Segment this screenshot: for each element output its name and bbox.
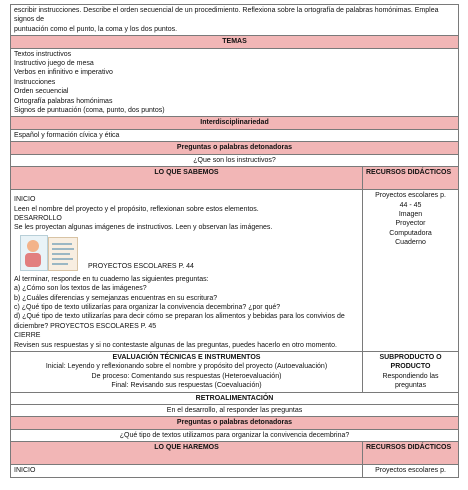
- recurso-item: Proyector: [395, 220, 426, 228]
- pregunta-detonadora-2: ¿Qué tipo de textos utilizamos para organizar la convivencia decembrina?: [11, 429, 459, 441]
- recursos-header-1: RECURSOS DIDÁCTICOS: [363, 167, 459, 190]
- tema-item: Instrucciones: [14, 78, 56, 86]
- interdisciplinariedad-header: Interdisciplinariedad: [11, 117, 459, 129]
- retroalimentacion-value: En el desarrollo, al responder las preguntas: [11, 405, 459, 417]
- lo-que-haremos-header: LO QUE HAREMOS: [11, 442, 363, 465]
- sabemos-line: a) ¿Cómo son los textos de las imágenes?: [14, 285, 147, 293]
- retroalimentacion-header: RETROALIMENTACIÓN: [11, 392, 459, 404]
- lesson-plan-table: [10, 4, 459, 478]
- sabemos-line: Revisen sus respuestas y si no contestaste algunas de las preguntas, puedes hacerlo en otro momento.: [14, 341, 337, 349]
- recurso-item: 44 - 45: [399, 201, 422, 209]
- sabemos-line: INICIO: [14, 196, 36, 204]
- tema-item: Orden secuencial: [14, 88, 69, 96]
- instructivo-image-2: [48, 237, 78, 271]
- lo-que-haremos-content: [11, 465, 363, 477]
- tema-item: Verbos en infinitivo e imperativo: [14, 69, 113, 77]
- intro-line-1: escribir instrucciones. Describe el orden secuencial de un procedimiento. Reflexiona sobre la ortografía de palabras homónimas. Emplea signos de: [14, 7, 439, 24]
- recurso-item: Proyectos escolares p.: [375, 467, 446, 475]
- sabemos-line: c) ¿Qué tipo de texto utilizarías para organizar la convivencia decembrina? ¿por qué?: [14, 303, 281, 311]
- recurso-item: Proyectos escolares p.: [375, 192, 446, 200]
- sabemos-line: Al terminar, responde en tu cuaderno las siguientes preguntas:: [14, 275, 209, 283]
- temas-header: TEMAS: [11, 36, 459, 48]
- haremos-line: INICIO: [14, 467, 36, 475]
- subproducto-cell: [363, 351, 459, 392]
- evaluacion-cell: [11, 351, 363, 392]
- recursos-list-2: [363, 465, 459, 477]
- temas-list: [11, 48, 459, 117]
- recursos-list-1: [363, 190, 459, 352]
- evaluacion-line: Inicial: Leyendo y reflexionando sobre el nombre y propósito del proyecto (Autoevaluación): [45, 363, 328, 371]
- recursos-header-2: RECURSOS DIDÁCTICOS: [363, 442, 459, 465]
- tema-item: Instructivo juego de mesa: [14, 60, 94, 68]
- instructivos-images: [14, 233, 359, 275]
- proyectos-escolares-caption: PROYECTOS ESCOLARES P. 44: [88, 262, 194, 270]
- sabemos-line: d) ¿Qué tipo de texto utilizarías para decir cómo se preparan los alimentos y bebidas para los convivios de: [14, 313, 345, 321]
- sabemos-line: Se les proyectan algunas imágenes de instructivos. Leen y observan las imágenes.: [14, 224, 273, 232]
- sabemos-line: Leen el nombre del proyecto y el propósito, reflexionan sobre estos elementos.: [14, 205, 259, 213]
- lo-que-sabemos-content: [11, 190, 363, 352]
- subproducto-value: Respondiendo las preguntas: [382, 372, 439, 390]
- evaluacion-header: EVALUACIÓN TÉCNICAS E INSTRUMENTOS: [112, 353, 261, 361]
- tema-item: Ortografía palabras homónimas: [14, 97, 113, 105]
- pregunta-detonadora-1: ¿Que son los instructivos?: [11, 154, 459, 166]
- evaluacion-line: De proceso: Comentando sus respuestas (Heteroevaluación): [91, 372, 282, 380]
- intro-row: [11, 5, 459, 36]
- tema-item: Signos de puntuación (coma, punto, dos puntos): [14, 107, 165, 115]
- interdisciplinariedad-value: Español y formación cívica y ética: [11, 129, 459, 141]
- preguntas-header-1: Preguntas o palabras detonadoras: [11, 142, 459, 154]
- instructivo-thumbnails: [20, 233, 82, 273]
- sabemos-line: DESARROLLO: [14, 214, 62, 222]
- intro-cell: [11, 5, 459, 36]
- tema-item: Textos instructivos: [14, 50, 72, 58]
- sabemos-line: b) ¿Cuáles diferencias y semejanzas encuentras en su escritura?: [14, 294, 218, 302]
- preguntas-header-2: Preguntas o palabras detonadoras: [11, 417, 459, 429]
- lo-que-sabemos-header: LO QUE SABEMOS: [11, 167, 363, 190]
- subproducto-header: SUBPRODUCTO O PRODUCTO: [379, 353, 442, 371]
- recurso-item: Computadora: [389, 229, 432, 237]
- evaluacion-line: Final: Revisando sus respuestas (Coevaluación): [111, 382, 262, 390]
- instructivo-image-1: [20, 235, 48, 271]
- recurso-item: Imagen: [398, 210, 423, 218]
- intro-line-2: puntuación como el punto, la coma y los dos puntos.: [14, 25, 178, 33]
- sabemos-line: CIERRE: [14, 332, 41, 340]
- sabemos-line: diciembre? PROYECTOS ESCOLARES P. 45: [14, 322, 157, 330]
- recurso-item: Cuaderno: [395, 239, 426, 247]
